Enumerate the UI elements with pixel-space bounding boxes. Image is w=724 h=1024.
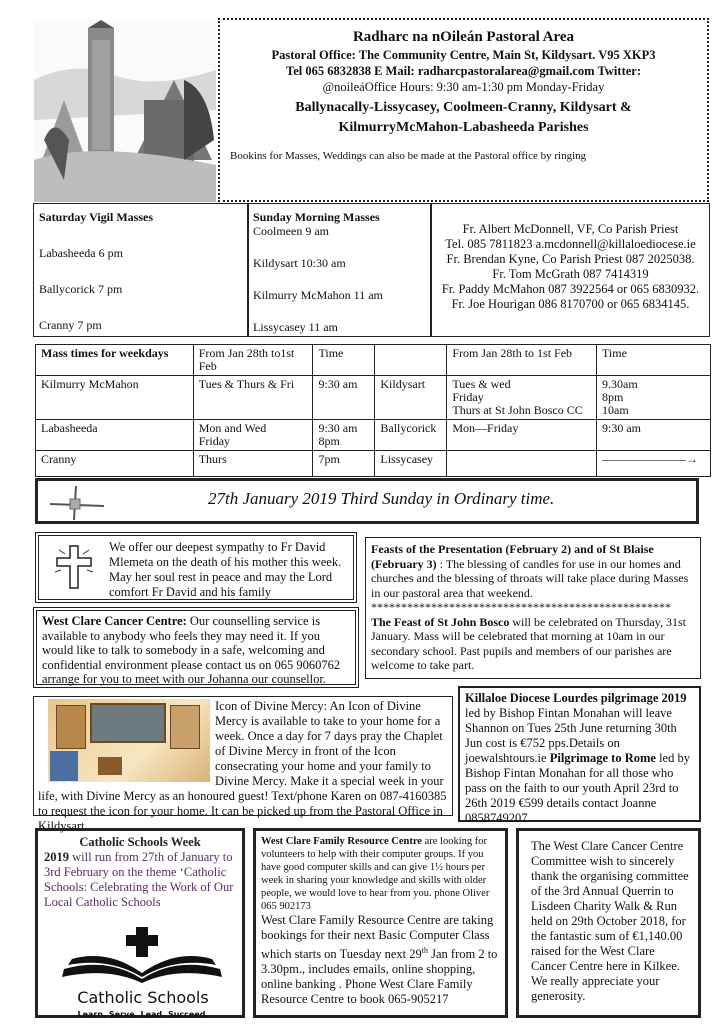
saturday-mass: Ballycorick 7 pm xyxy=(39,282,123,296)
sympathy-text: We offer our deepest sympathy to Fr David Mlemeta on the death of his mother this week. May her soul rest in peace and may the Lord comfort Fr David and his family xyxy=(109,540,342,599)
mercy-text: Icon of Divine Mercy: An Icon of Divine Mercy is available to take to your home for a week. Once a day for 7 days pray the Chaplet of Divine Mercy in front of the Icon consecrating your home and your family to Divine Mercy. Make it a special week in your life, with Divine Mercy as an honoured guest! Text/phone Karen on 087-4160385 to request the icon for your home. It can be picked up from the Pastoral Office in Kildysart. xyxy=(38,699,447,833)
table-cell: Tues & wed Friday Thurs at St John Bosco CC xyxy=(447,376,597,420)
computer-class-text xyxy=(261,913,500,1007)
schools-text: will run from 27th of January to 3rd February on the theme ‘Catholic Schools: Celebrating the Work of Our Local Catholic Schools xyxy=(44,850,234,909)
priest-line: Fr. Joe Hourigan 086 8170700 or 065 6834145. xyxy=(451,297,690,311)
catholic-schools-logo xyxy=(58,927,228,1019)
table-header-cell xyxy=(375,345,447,376)
table-header-cell: Mass times for weekdays xyxy=(36,345,194,376)
table-cell: Mon—Friday xyxy=(447,420,597,451)
sunday-banner xyxy=(35,478,699,524)
table-cell: 9.30am 8pm 10am xyxy=(597,376,711,420)
priest-line: Fr. Albert McDonnell, VF, Co Parish Priest xyxy=(462,222,679,236)
table-header-cell: Time xyxy=(313,345,375,376)
weekend-masses-section xyxy=(33,203,710,337)
table-cell: Cranny xyxy=(36,451,194,477)
lourdes-heading: Killaloe Diocese Lourdes pilgrimage 2019 xyxy=(465,691,687,705)
table-cell: Lissycasey xyxy=(375,451,447,477)
feasts-notice xyxy=(365,537,701,679)
class-text-a: West Clare Family Resource Centre are taking bookings for their next Basic Computer Class which starts on Tuesday next 29 xyxy=(261,913,494,962)
sunday-mass: Kildysart 10:30 am xyxy=(253,256,346,270)
table-cell: Kilmurry McMahon xyxy=(36,376,194,420)
schools-year: 2019 xyxy=(44,850,69,864)
table-header-cell: From Jan 28th to 1st Feb xyxy=(447,345,597,376)
table-header-cell: From Jan 28th to1st Feb xyxy=(193,345,313,376)
counsel-heading: West Clare Cancer Centre: xyxy=(42,614,187,628)
sunday-mass: Lissycasey 11 am xyxy=(253,320,338,334)
table-cell: Thurs xyxy=(193,451,313,477)
sympathy-notice xyxy=(35,532,357,603)
priests-contacts xyxy=(432,204,709,336)
sunday-morning-column xyxy=(249,204,432,336)
office-hours: @noileáOffice Hours: 9:30 am-1:30 pm Monday-Friday xyxy=(322,80,605,94)
saturday-mass: Labasheeda 6 pm xyxy=(39,246,123,260)
sunday-mass: Coolmeen 9 am xyxy=(253,224,329,238)
feasts-heading: Feasts of the Presentation (February 2) and of St Blaise (February 3) xyxy=(371,542,654,571)
priest-line: Fr. Paddy McMahon 087 3922564 or 065 6830932. xyxy=(441,282,700,296)
rome-heading: Pilgrimage to Rome xyxy=(549,751,656,765)
church-ruin-illustration xyxy=(34,20,216,202)
parishes-line-2: KilmurryMcMahon-Labasheeda Parishes xyxy=(338,120,589,135)
table-cell: 9:30 am xyxy=(597,420,711,451)
pilgrimage-notice xyxy=(458,686,701,825)
feasts-text: : The blessing of candles for use in our homes and churches and the blessing of throats will take place during Masses in our pastoral area that weekend. xyxy=(371,556,689,600)
table-row xyxy=(36,451,711,477)
pastoral-area-title: Radharc na nOileán Pastoral Area xyxy=(352,29,575,45)
table-cell: 7pm xyxy=(313,451,375,477)
class-text-sup: th xyxy=(421,946,428,955)
separator: ************************************************** xyxy=(371,600,671,614)
counsel-text: Our counselling service is available to anybody who feels they may need it. If you would like to talk to somebody in a safe, welcoming and confidential environment please contact us on 065 9060762 xyxy=(42,614,341,672)
office-address: Pastoral Office: The Community Centre, Main St, Kildysart. V95 XKP3 xyxy=(271,48,656,62)
sunday-heading: Sunday Morning Masses xyxy=(253,210,380,224)
open-book-cross-icon xyxy=(58,927,228,985)
table-cell: Mon and Wed Friday xyxy=(193,420,313,451)
family-resource-centre xyxy=(253,828,508,1018)
table-cell: 9:30 am xyxy=(313,376,375,420)
brigid-cross-icon xyxy=(46,484,108,522)
rome-text: led by Bishop Fintan Monahan for all those who pass on the faith to our youth April 23rd to 26th 2019 €599 details contact Joanne 0858749207 xyxy=(465,751,690,825)
class-text-b: Jan from 2 to 3.30pm., includes emails, online shopping, online banking . Phone West Clare Family Resource Centre to book 065-905217 xyxy=(261,947,498,1007)
lourdes-text: led by Bishop Fintan Monahan will leave Shannon on Tues 25th June returning 30th Jun cost is €752 pps.Details on joewalshtours.ie xyxy=(465,706,677,765)
schools-title: Catholic Schools Week xyxy=(79,835,201,849)
saturday-vigil-column xyxy=(34,204,249,336)
icon-panel-left xyxy=(56,705,86,749)
priest-line: Fr. Tom McGrath 087 7414319 xyxy=(492,267,649,281)
divine-mercy-icon-photo xyxy=(48,699,210,782)
thanks-text: The West Clare Cancer Centre Committee wish to sincerely thank the organising committee of the 3rd Annual Querrin to Lisdeen Charity Walk & Run held on 29th October 2018, for the fantastic sum of €1,140.00 raised for the West Clare Cancer Centre here in Kilkee. We really appreciate your generosity. xyxy=(531,839,689,1003)
table-cell xyxy=(447,451,597,477)
cross-icon xyxy=(51,542,97,592)
table-cell: Kildysart xyxy=(375,376,447,420)
logo-title: Catholic Schools xyxy=(77,988,209,1007)
sunday-title: 27th January 2019 Third Sunday in Ordinary time. xyxy=(208,489,555,508)
pastoral-area-header xyxy=(218,18,709,202)
sunday-mass: Kilmurry McMahon 11 am xyxy=(253,288,383,302)
holy-card xyxy=(98,757,122,775)
icon-panel-right xyxy=(170,705,200,749)
bosco-heading: The Feast of St John Bosco xyxy=(371,614,510,629)
icon-panel-center xyxy=(90,703,166,743)
table-cell: Ballycorick xyxy=(375,420,447,451)
prayer-book xyxy=(50,751,78,781)
table-header-row xyxy=(36,345,711,376)
logo-tagline: Learn. Serve. Lead. Succeed. xyxy=(77,1010,209,1019)
table-header-cell: Time xyxy=(597,345,711,376)
charity-thanks-notice xyxy=(516,828,701,1018)
priest-line: Fr. Brendan Kyne, Co Parish Priest 087 2025038. xyxy=(446,252,695,266)
resource-text: are looking for volunteers to help with their computer groups. If you have good computer skills and can give 1½ hours per week in sharing your knowledge and skills with older people, we would love to hear from you. phone Oliver 065 902173 xyxy=(261,836,490,912)
bookings-note: Bookins for Masses, Weddings can also be made at the Pastoral office by ringing xyxy=(230,150,587,162)
saturday-heading: Saturday Vigil Masses xyxy=(39,210,154,224)
table-row xyxy=(36,420,711,451)
parishes-line-1: Ballynacally-Lissycasey, Coolmeen-Cranny, Kildysart & xyxy=(295,100,632,115)
table-row xyxy=(36,376,711,420)
table-cell: Tues & Thurs & Fri xyxy=(193,376,313,420)
table-cell: Labasheeda xyxy=(36,420,194,451)
round-tower-drawing xyxy=(34,20,216,202)
bosco-text: will be celebrated on Thursday, 31st January. Mass will be celebrated that morning at 10am in our secondary school. Past pupils and members of our parishes are welcome to take part. xyxy=(371,614,686,672)
saturday-mass: Cranny 7 pm xyxy=(39,318,102,332)
catholic-schools-week xyxy=(35,828,245,1018)
table-cell: ———————→ xyxy=(597,451,711,477)
contact-line: Tel 065 6832838 E Mail: radharcpastoralarea@gmail.com Twitter: xyxy=(286,64,641,78)
cancer-centre-counselling xyxy=(33,607,359,688)
resource-heading: West Clare Family Resource Centre xyxy=(261,836,422,847)
priest-line: Tel. 085 7811823 a.mcdonnell@killaloediocese.ie xyxy=(445,237,696,251)
divine-mercy-notice xyxy=(33,696,453,833)
counsel-text-2: arrange for you to meet with our Johanna our counsellor. xyxy=(42,672,326,686)
weekday-mass-table xyxy=(35,344,711,477)
table-cell: 9:30 am 8pm xyxy=(313,420,375,451)
